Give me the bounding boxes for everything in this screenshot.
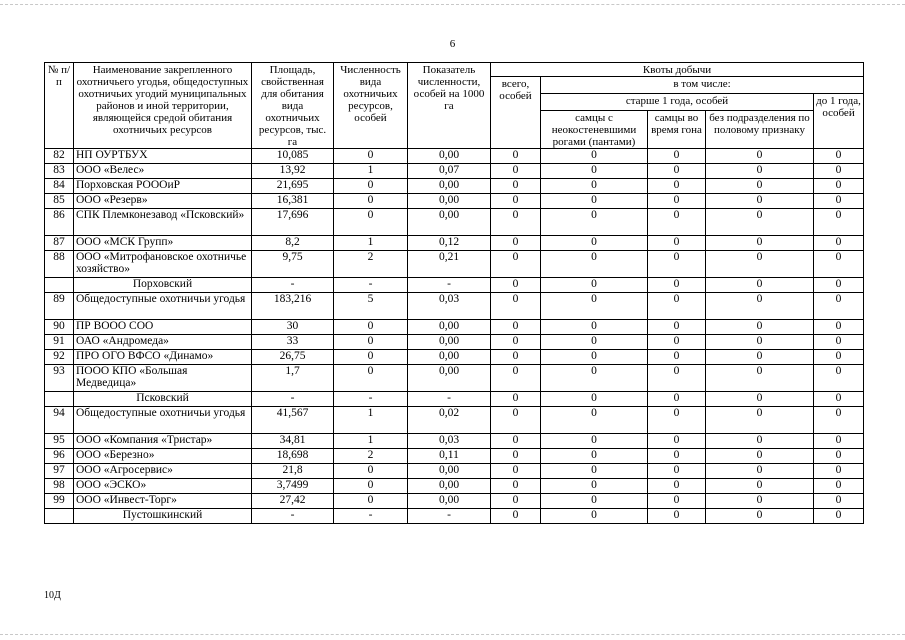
header-name: Наименование закрепленного охотничьего угодья, общедоступных охотничьих угодий муниципальных районов и иной территории, являющейся средой обитания охотничьих ресурсов xyxy=(74,63,252,149)
district-row xyxy=(45,278,864,293)
cell-area: 17,696 xyxy=(252,209,334,236)
cell-males-rut: 0 xyxy=(648,479,706,494)
cell-males-rut: 0 xyxy=(648,194,706,209)
cell-males-velvet: 0 xyxy=(541,293,648,320)
cell-no-sex: 0 xyxy=(706,164,814,179)
cell-area: - xyxy=(252,278,334,293)
cell-population: - xyxy=(334,278,408,293)
cell-area: 21,695 xyxy=(252,179,334,194)
cell-num: 95 xyxy=(45,434,74,449)
cell-density: 0,02 xyxy=(408,407,491,434)
cell-density: 0,00 xyxy=(408,350,491,365)
cell-males-rut: 0 xyxy=(648,164,706,179)
cell-under1: 0 xyxy=(814,278,864,293)
cell-population: 0 xyxy=(334,335,408,350)
cell-males-rut: 0 xyxy=(648,278,706,293)
cell-name: ООО «Компания «Тристар» xyxy=(74,434,252,449)
cell-no-sex: 0 xyxy=(706,293,814,320)
cell-population: - xyxy=(334,509,408,524)
header-under1: до 1 года, особей xyxy=(814,94,864,149)
cell-males-rut: 0 xyxy=(648,365,706,392)
cell-area: 9,75 xyxy=(252,251,334,278)
cell-name: ООО «Митрофановское охотничье хозяйство» xyxy=(74,251,252,278)
cell-density: 0,00 xyxy=(408,494,491,509)
cell-no-sex: 0 xyxy=(706,209,814,236)
cell-under1: 0 xyxy=(814,365,864,392)
cell-males-velvet: 0 xyxy=(541,179,648,194)
cell-under1: 0 xyxy=(814,149,864,164)
cell-males-velvet: 0 xyxy=(541,209,648,236)
table-row xyxy=(45,479,864,494)
cell-density: 0,00 xyxy=(408,149,491,164)
cell-males-rut: 0 xyxy=(648,407,706,434)
header-density: Показатель численности, особей на 1000 га xyxy=(408,63,491,149)
header-older: старше 1 года, особей xyxy=(541,94,814,111)
cell-under1: 0 xyxy=(814,464,864,479)
cell-males-velvet: 0 xyxy=(541,434,648,449)
table-row xyxy=(45,149,864,164)
cell-males-rut: 0 xyxy=(648,149,706,164)
cell-males-velvet: 0 xyxy=(541,251,648,278)
cell-population: 1 xyxy=(334,236,408,251)
cell-density: 0,21 xyxy=(408,251,491,278)
cell-total: 0 xyxy=(491,278,541,293)
cell-no-sex: 0 xyxy=(706,179,814,194)
cell-under1: 0 xyxy=(814,350,864,365)
cell-total: 0 xyxy=(491,209,541,236)
cell-no-sex: 0 xyxy=(706,407,814,434)
cell-males-velvet: 0 xyxy=(541,236,648,251)
cell-males-rut: 0 xyxy=(648,209,706,236)
cell-total: 0 xyxy=(491,179,541,194)
cell-population: 0 xyxy=(334,149,408,164)
cell-num xyxy=(45,509,74,524)
cell-density: 0,00 xyxy=(408,335,491,350)
cell-density: 0,11 xyxy=(408,449,491,464)
header-no-sex: без подразделения по половому признаку xyxy=(706,111,814,149)
table-row xyxy=(45,434,864,449)
table-row xyxy=(45,179,864,194)
cell-num: 99 xyxy=(45,494,74,509)
cell-total: 0 xyxy=(491,149,541,164)
cell-total: 0 xyxy=(491,293,541,320)
table-body xyxy=(45,149,864,524)
header-quota: Квоты добычи xyxy=(491,63,864,77)
table-row xyxy=(45,293,864,320)
cell-name: ОАО «Андромеда» xyxy=(74,335,252,350)
cell-area: - xyxy=(252,509,334,524)
cell-population: 0 xyxy=(334,320,408,335)
header-area: Площадь, свойственная для обитания вида охотничьих ресурсов, тыс. га xyxy=(252,63,334,149)
cell-density: 0,00 xyxy=(408,179,491,194)
cell-under1: 0 xyxy=(814,335,864,350)
cell-males-velvet: 0 xyxy=(541,335,648,350)
cell-population: 2 xyxy=(334,251,408,278)
cell-total: 0 xyxy=(491,251,541,278)
cell-name: НП ОУРТБУХ xyxy=(74,149,252,164)
cell-males-rut: 0 xyxy=(648,509,706,524)
cell-population: 1 xyxy=(334,434,408,449)
cell-population: 0 xyxy=(334,350,408,365)
cell-density: 0,07 xyxy=(408,164,491,179)
cell-total: 0 xyxy=(491,194,541,209)
cell-area: 3,7499 xyxy=(252,479,334,494)
cell-density: 0,00 xyxy=(408,464,491,479)
cell-under1: 0 xyxy=(814,164,864,179)
cell-name: Псковский xyxy=(74,392,252,407)
table-header xyxy=(45,63,864,149)
cell-under1: 0 xyxy=(814,407,864,434)
cell-no-sex: 0 xyxy=(706,464,814,479)
cell-population: 2 xyxy=(334,449,408,464)
cell-under1: 0 xyxy=(814,320,864,335)
cell-males-velvet: 0 xyxy=(541,509,648,524)
cell-total: 0 xyxy=(491,494,541,509)
cell-num: 86 xyxy=(45,209,74,236)
cell-num: 82 xyxy=(45,149,74,164)
cell-num: 94 xyxy=(45,407,74,434)
cell-area: 33 xyxy=(252,335,334,350)
cell-no-sex: 0 xyxy=(706,149,814,164)
cell-population: 0 xyxy=(334,464,408,479)
cell-name: ООО «Березно» xyxy=(74,449,252,464)
cell-no-sex: 0 xyxy=(706,236,814,251)
cell-under1: 0 xyxy=(814,251,864,278)
cell-population: 0 xyxy=(334,365,408,392)
cell-males-rut: 0 xyxy=(648,350,706,365)
district-row xyxy=(45,509,864,524)
cell-num: 88 xyxy=(45,251,74,278)
cell-males-velvet: 0 xyxy=(541,392,648,407)
scan-edge-bottom xyxy=(0,634,905,635)
cell-no-sex: 0 xyxy=(706,335,814,350)
cell-name: ПРО ОГО ВФСО «Динамо» xyxy=(74,350,252,365)
cell-total: 0 xyxy=(491,320,541,335)
cell-total: 0 xyxy=(491,365,541,392)
cell-density: 0,12 xyxy=(408,236,491,251)
cell-total: 0 xyxy=(491,509,541,524)
cell-population: 1 xyxy=(334,407,408,434)
cell-population: 1 xyxy=(334,164,408,179)
cell-num: 96 xyxy=(45,449,74,464)
cell-males-velvet: 0 xyxy=(541,494,648,509)
cell-area: - xyxy=(252,392,334,407)
cell-males-velvet: 0 xyxy=(541,278,648,293)
cell-males-rut: 0 xyxy=(648,320,706,335)
cell-total: 0 xyxy=(491,464,541,479)
table-row xyxy=(45,449,864,464)
cell-name: ООО «Велес» xyxy=(74,164,252,179)
cell-name: ООО «ЭСКО» xyxy=(74,479,252,494)
cell-males-velvet: 0 xyxy=(541,464,648,479)
cell-no-sex: 0 xyxy=(706,365,814,392)
cell-no-sex: 0 xyxy=(706,392,814,407)
cell-population: 0 xyxy=(334,494,408,509)
cell-no-sex: 0 xyxy=(706,194,814,209)
cell-area: 1,7 xyxy=(252,365,334,392)
cell-no-sex: 0 xyxy=(706,278,814,293)
cell-total: 0 xyxy=(491,449,541,464)
cell-males-rut: 0 xyxy=(648,179,706,194)
cell-name: Общедоступные охотничьи угодья xyxy=(74,407,252,434)
table-row xyxy=(45,464,864,479)
cell-no-sex: 0 xyxy=(706,251,814,278)
table-row xyxy=(45,251,864,278)
cell-density: - xyxy=(408,392,491,407)
cell-under1: 0 xyxy=(814,293,864,320)
cell-under1: 0 xyxy=(814,194,864,209)
cell-name: ООО «Инвест-Торг» xyxy=(74,494,252,509)
cell-name: ПР ВООО СОО xyxy=(74,320,252,335)
cell-total: 0 xyxy=(491,335,541,350)
cell-no-sex: 0 xyxy=(706,509,814,524)
cell-total: 0 xyxy=(491,434,541,449)
cell-num: 90 xyxy=(45,320,74,335)
cell-under1: 0 xyxy=(814,494,864,509)
cell-num: 98 xyxy=(45,479,74,494)
cell-under1: 0 xyxy=(814,209,864,236)
cell-total: 0 xyxy=(491,236,541,251)
cell-area: 16,381 xyxy=(252,194,334,209)
cell-area: 34,81 xyxy=(252,434,334,449)
cell-num xyxy=(45,392,74,407)
cell-name: Порховская РОООиР xyxy=(74,179,252,194)
cell-under1: 0 xyxy=(814,434,864,449)
scan-edge-top xyxy=(0,4,905,5)
cell-males-rut: 0 xyxy=(648,464,706,479)
cell-density: 0,00 xyxy=(408,194,491,209)
cell-males-rut: 0 xyxy=(648,434,706,449)
cell-name: Порховский xyxy=(74,278,252,293)
table-row xyxy=(45,164,864,179)
cell-name: СПК Племконезавод «Псковский» xyxy=(74,209,252,236)
cell-under1: 0 xyxy=(814,392,864,407)
cell-num: 89 xyxy=(45,293,74,320)
cell-under1: 0 xyxy=(814,449,864,464)
cell-density: 0,00 xyxy=(408,320,491,335)
cell-num xyxy=(45,278,74,293)
cell-area: 27,42 xyxy=(252,494,334,509)
district-row xyxy=(45,392,864,407)
cell-total: 0 xyxy=(491,350,541,365)
cell-males-rut: 0 xyxy=(648,392,706,407)
cell-num: 83 xyxy=(45,164,74,179)
cell-area: 26,75 xyxy=(252,350,334,365)
cell-males-velvet: 0 xyxy=(541,365,648,392)
cell-males-velvet: 0 xyxy=(541,320,648,335)
cell-num: 84 xyxy=(45,179,74,194)
header-total: всего, особей xyxy=(491,77,541,149)
header-males-rut: самцы во время гона xyxy=(648,111,706,149)
cell-population: 0 xyxy=(334,194,408,209)
cell-no-sex: 0 xyxy=(706,350,814,365)
cell-area: 18,698 xyxy=(252,449,334,464)
header-population: Численность вида охотничьих ресурсов, особей xyxy=(334,63,408,149)
header-num: № п/п xyxy=(45,63,74,149)
cell-population: 0 xyxy=(334,179,408,194)
table-row xyxy=(45,209,864,236)
table-row xyxy=(45,320,864,335)
cell-no-sex: 0 xyxy=(706,494,814,509)
cell-population: 0 xyxy=(334,209,408,236)
cell-area: 10,085 xyxy=(252,149,334,164)
cell-males-velvet: 0 xyxy=(541,350,648,365)
cell-density: - xyxy=(408,509,491,524)
cell-total: 0 xyxy=(491,392,541,407)
cell-under1: 0 xyxy=(814,479,864,494)
cell-males-velvet: 0 xyxy=(541,407,648,434)
cell-no-sex: 0 xyxy=(706,320,814,335)
cell-density: 0,00 xyxy=(408,365,491,392)
cell-males-velvet: 0 xyxy=(541,164,648,179)
cell-area: 41,567 xyxy=(252,407,334,434)
cell-males-velvet: 0 xyxy=(541,479,648,494)
cell-name: ООО «Резерв» xyxy=(74,194,252,209)
hunting-quota-table xyxy=(44,62,864,524)
table-row xyxy=(45,194,864,209)
cell-males-rut: 0 xyxy=(648,236,706,251)
table-row xyxy=(45,350,864,365)
cell-population: - xyxy=(334,392,408,407)
cell-total: 0 xyxy=(491,479,541,494)
cell-males-velvet: 0 xyxy=(541,449,648,464)
cell-population: 0 xyxy=(334,479,408,494)
cell-num: 91 xyxy=(45,335,74,350)
cell-area: 183,216 xyxy=(252,293,334,320)
cell-population: 5 xyxy=(334,293,408,320)
cell-total: 0 xyxy=(491,407,541,434)
cell-males-rut: 0 xyxy=(648,335,706,350)
cell-males-rut: 0 xyxy=(648,449,706,464)
table-row xyxy=(45,494,864,509)
cell-males-velvet: 0 xyxy=(541,149,648,164)
cell-name: ООО «МСК Групп» xyxy=(74,236,252,251)
page-number: 6 xyxy=(449,38,456,50)
cell-area: 8,2 xyxy=(252,236,334,251)
header-including: в том числе: xyxy=(541,77,864,94)
cell-under1: 0 xyxy=(814,179,864,194)
cell-density: - xyxy=(408,278,491,293)
cell-density: 0,00 xyxy=(408,209,491,236)
cell-under1: 0 xyxy=(814,236,864,251)
cell-name: Пустошкинский xyxy=(74,509,252,524)
footer-code: 10Д xyxy=(44,590,61,601)
cell-name: ПООО КПО «Большая Медведица» xyxy=(74,365,252,392)
cell-num: 93 xyxy=(45,365,74,392)
cell-density: 0,00 xyxy=(408,479,491,494)
table-row xyxy=(45,236,864,251)
cell-no-sex: 0 xyxy=(706,449,814,464)
table-row xyxy=(45,335,864,350)
cell-density: 0,03 xyxy=(408,434,491,449)
cell-no-sex: 0 xyxy=(706,479,814,494)
table-row xyxy=(45,407,864,434)
cell-males-rut: 0 xyxy=(648,494,706,509)
cell-num: 85 xyxy=(45,194,74,209)
cell-area: 13,92 xyxy=(252,164,334,179)
cell-area: 30 xyxy=(252,320,334,335)
cell-name: ООО «Агросервис» xyxy=(74,464,252,479)
cell-males-rut: 0 xyxy=(648,293,706,320)
cell-males-velvet: 0 xyxy=(541,194,648,209)
cell-num: 97 xyxy=(45,464,74,479)
cell-no-sex: 0 xyxy=(706,434,814,449)
cell-density: 0,03 xyxy=(408,293,491,320)
cell-males-rut: 0 xyxy=(648,251,706,278)
cell-area: 21,8 xyxy=(252,464,334,479)
cell-num: 92 xyxy=(45,350,74,365)
cell-total: 0 xyxy=(491,164,541,179)
cell-name: Общедоступные охотничьи угодья xyxy=(74,293,252,320)
header-males-velvet: самцы с неокостеневшими рогами (пантами) xyxy=(541,111,648,149)
table-row xyxy=(45,365,864,392)
cell-num: 87 xyxy=(45,236,74,251)
cell-under1: 0 xyxy=(814,509,864,524)
